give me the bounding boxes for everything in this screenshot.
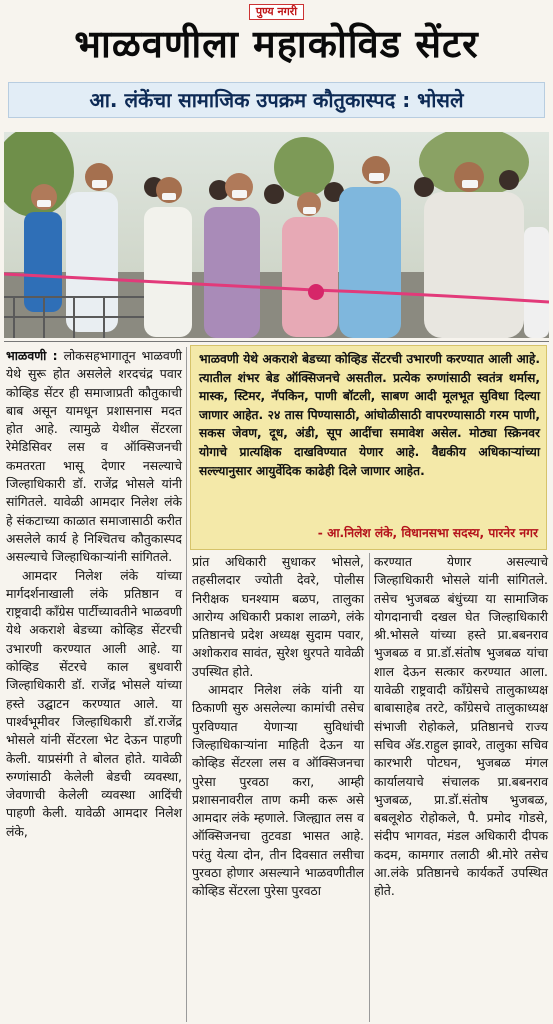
col2-paragraph-2: आमदार निलेश लंके यांनी या ठिकाणी सुरु असलेल्या कामांची तसेच पुरविण्यात येणाऱ्या सुविधांची जिल्हाधिकाऱ्यांना माहिती देऊन या कोव्हिड सेंटरला लस व ऑक्सिजनचा पुरेसा पुरवठा करा, आम्ही प्रशासनावरील ताण कमी करू असे आमदार लंके म्हणाले. जिल्ह्यात लस व ऑक्सिजनचा तुटवडा भासत आहे. परंतु येत्या दोन, तीन दिवसात लसीचा पुरवठा होणार असल्याने भाळवणीतील कोव्हिड सेंटरला पुरेसा पुरवठा xyxy=(192,682,364,899)
subheadline: आ. लंकेंचा सामाजिक उपक्रम कौतुकास्पद : भोसले xyxy=(8,82,545,118)
dateline: भाळवणी : xyxy=(6,348,58,363)
column-divider xyxy=(186,347,187,1022)
quote-box xyxy=(190,345,547,550)
news-photo xyxy=(4,132,549,338)
column-divider xyxy=(369,553,370,1022)
col1-paragraph-2: आमदार निलेश लंके यांच्या मार्गदर्शनाखाली लंके प्रतिष्ठान व राष्ट्रवादी काँग्रेस पार्टीच्यावतीने भाळवणी येथे अकराशे बेडच्या कोव्हिड सेंटरची उभारणी करण्यात आली आहे. या कोव्हिड सेंटरचे काल बुधवारी जिल्हाधिकारी डॉ. राजेंद्र भोसले यांच्या हस्ते उद्घाटन करण्यात आले. या पार्श्वभूमीवर जिल्हाधिकारी डॉ.राजेंद्र भोसले यांनी सेंटरला भेट देऊन पाहणी केली. याप्रसंगी ते बोलत होते. यावेळी रुग्णांसाठी केलेली बेडची व्यवस्था, जेवणाची केलेली व्यवस्था आदिंची पाहणी केली. यावेळी आमदार निलेश लंके, xyxy=(6,567,182,839)
article-column-3 xyxy=(374,553,548,901)
quote-text: भाळवणी येथे अकराशे बेडच्या कोव्हिड सेंटरची उभारणी करण्यात आली आहे. त्यातील शंभर बेड ऑक्सिजनचे असतील. प्रत्येक रुग्णांसाठी स्वतंत्र थर्मास, मास्क, स्टिमर, नॅपकिन, पाणी बॉटली, साबण आदी मूलभूत सुविधा दिल्या जाणार आहेत. २४ तास पिण्यासाठी, आंघोळीसाठी वापरण्यासाठी गरम पाणी, सकस जेवण, दूध, अंडी, सूप आदींचा समावेश असेल. मोठ्या स्क्रिनवर योगाचे प्रात्यक्षिक दाखविण्यात येणार आहे. वैद्यकीय अधिकाऱ्यांच्या सल्ल्यानुसार आयुर्वेदिक काढेही दिले जाणार आहेत. xyxy=(199,352,540,478)
masthead-label: पुण्य नगरी xyxy=(249,4,304,20)
col2-paragraph-1: प्रांत अधिकारी सुधाकर भोसले, तहसीलदार ज्योती देवरे, पोलीस निरीक्षक घनश्याम बळप, तालुका आरोग्य अधिकारी प्रकाश लाळगे, लंके प्रतिष्ठानचे प्रदेश अध्यक्ष सुदाम पवार, अशोकराव सावंत, सुरेश धुरपते यावेळी उपस्थित होते. xyxy=(192,554,364,679)
col1-paragraph-1: लोकसहभागातून भाळवणी येथे सुरू होत असलेले शरदचंद्र पवार कोव्हिड सेंटर ही समाजाप्रती कौतुकाची बाब असून यामधून प्रशासनास मदत होत आहे. त्यामुळे येथील सेंटरला रेमेडिसिवर लस व ऑक्सिजनची कमतरता भासू देणार नसल्याचे जिल्हाधिकारी डॉ. राजेंद्र भोसले यांनी सांगितले. यावेळी आमदार निलेश लंके हे संकटाच्या काळात समाजासाठी करीत असलेले कार्य हे निश्चितच कौतुकास्पद असल्याचे जिल्हाधिकाऱ्यांनी सांगितले. xyxy=(6,348,182,565)
col3-paragraph-1: करण्यात येणार असल्याचे जिल्हाधिकारी भोसले यांनी सांगितले. तसेच भुजबळ बंधुंच्या या सामाजिक योगदानाची दखल घेत जिल्हाधिकारी श्री.भोसले यांच्या हस्ते प्रा.बबनराव भुजबळ व प्रा.डॉ.संतोष भुजबळ यांचा शाल देऊन सत्कार करण्यात आला. यावेळी राष्ट्रवादी काँग्रेसचे तालुकाध्यक्ष बाबासाहेब तरटे, काँग्रेसचे तालुकाध्यक्ष संभाजी रोहोकले, प्रतिष्ठानचे राज्य सचिव अ‍ॅड.राहुल झावरे, तालुका सचिव कारभारी पोटघन, भुजबळ मंगल कार्यालयाचे संचालक प्रा.बबनराव भुजबळ, प्रा.डॉ.संतोष भुजबळ, बबलूशेठ रोहोकले, पै. प्रमोद गोडसे, संदीप भागवत, मंडल अधिकारी दीपक कदम, कामगार तलाठी श्री.मोरे तसेच आ.लंके प्रतिष्ठानचे कार्यकर्ते उपस्थित होते. xyxy=(374,554,548,899)
article-column-2 xyxy=(192,553,364,901)
article-column-1 xyxy=(6,347,182,841)
headline: भाळवणीला महाकोविड सेंटर xyxy=(74,21,479,66)
photo-divider xyxy=(4,341,549,342)
quote-byline: - आ.निलेश लंके, विधानसभा सदस्य, पारनेर नगर xyxy=(317,526,538,540)
newspaper-masthead xyxy=(0,0,553,18)
